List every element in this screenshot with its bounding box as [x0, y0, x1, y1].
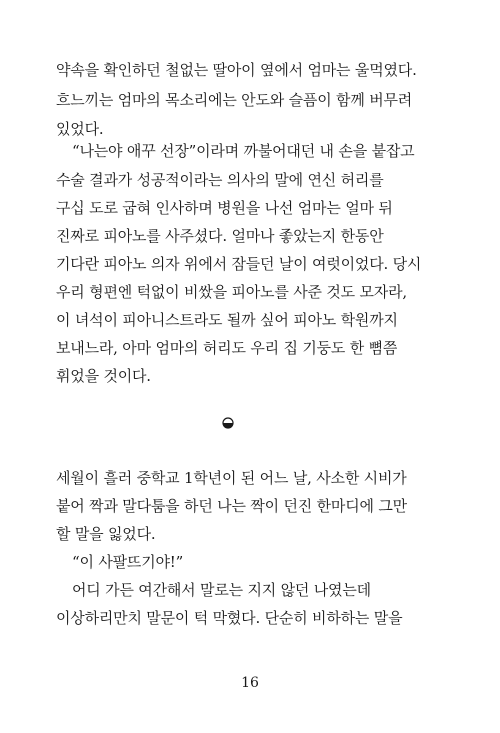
paragraph-3-line-3: 할 말을 잃었다.: [56, 525, 156, 543]
half-circle-icon: [222, 417, 234, 429]
paragraph-1-line-2: 흐느끼는 엄마의 목소리에는 안도와 슬픔이 함께 버무려: [56, 91, 413, 109]
paragraph-2-line-8: 보내느라, 아마 엄마의 허리도 우리 집 기둥도 한 뼘쯤: [56, 339, 398, 357]
paragraph-5-line-1: 어디 가든 여간해서 말로는 지지 않던 나였는데: [72, 581, 371, 599]
paragraph-2-line-5: 기다란 피아노 의자 위에서 잠들던 날이 여럿이었다. 당시: [56, 255, 422, 273]
paragraph-2-line-4: 진짜로 피아노를 사주셨다. 얼마나 좋았는지 한동안: [56, 227, 384, 245]
paragraph-3-line-1: 세월이 흘러 중학교 1학년이 된 어느 날, 사소한 시비가: [56, 469, 407, 487]
paragraph-2-line-1: “나는야 애꾸 선장”이라며 까불어대던 내 손을 붙잡고: [72, 142, 415, 160]
paragraph-1-line-3: 있었다.: [56, 120, 104, 138]
paragraph-2-line-6: 우리 형편엔 턱없이 비쌌을 피아노를 사준 것도 모자라,: [56, 283, 407, 301]
paragraph-4-line-1: “이 사팔뜨기야!”: [72, 553, 184, 571]
paragraph-5-line-2: 이상하리만치 말문이 턱 막혔다. 단순히 비하하는 말을: [56, 609, 403, 627]
paragraph-2-line-2: 수술 결과가 성공적이라는 의사의 말에 연신 허리를: [56, 171, 384, 189]
paragraph-1-line-1: 약속을 확인하던 철없는 딸아이 옆에서 엄마는 울먹였다.: [56, 61, 417, 79]
paragraph-2-line-3: 구십 도로 굽혀 인사하며 병원을 나선 엄마는 얼마 뒤: [56, 199, 393, 217]
page-number: 16: [241, 675, 259, 691]
paragraph-2-line-7: 이 녀석이 피아니스트라도 될까 싶어 피아노 학원까지: [56, 311, 398, 329]
paragraph-3-line-2: 붙어 짝과 말다툼을 하던 나는 짝이 던진 한마디에 그만: [56, 497, 407, 515]
paragraph-2-line-9: 휘었을 것이다.: [56, 367, 151, 385]
